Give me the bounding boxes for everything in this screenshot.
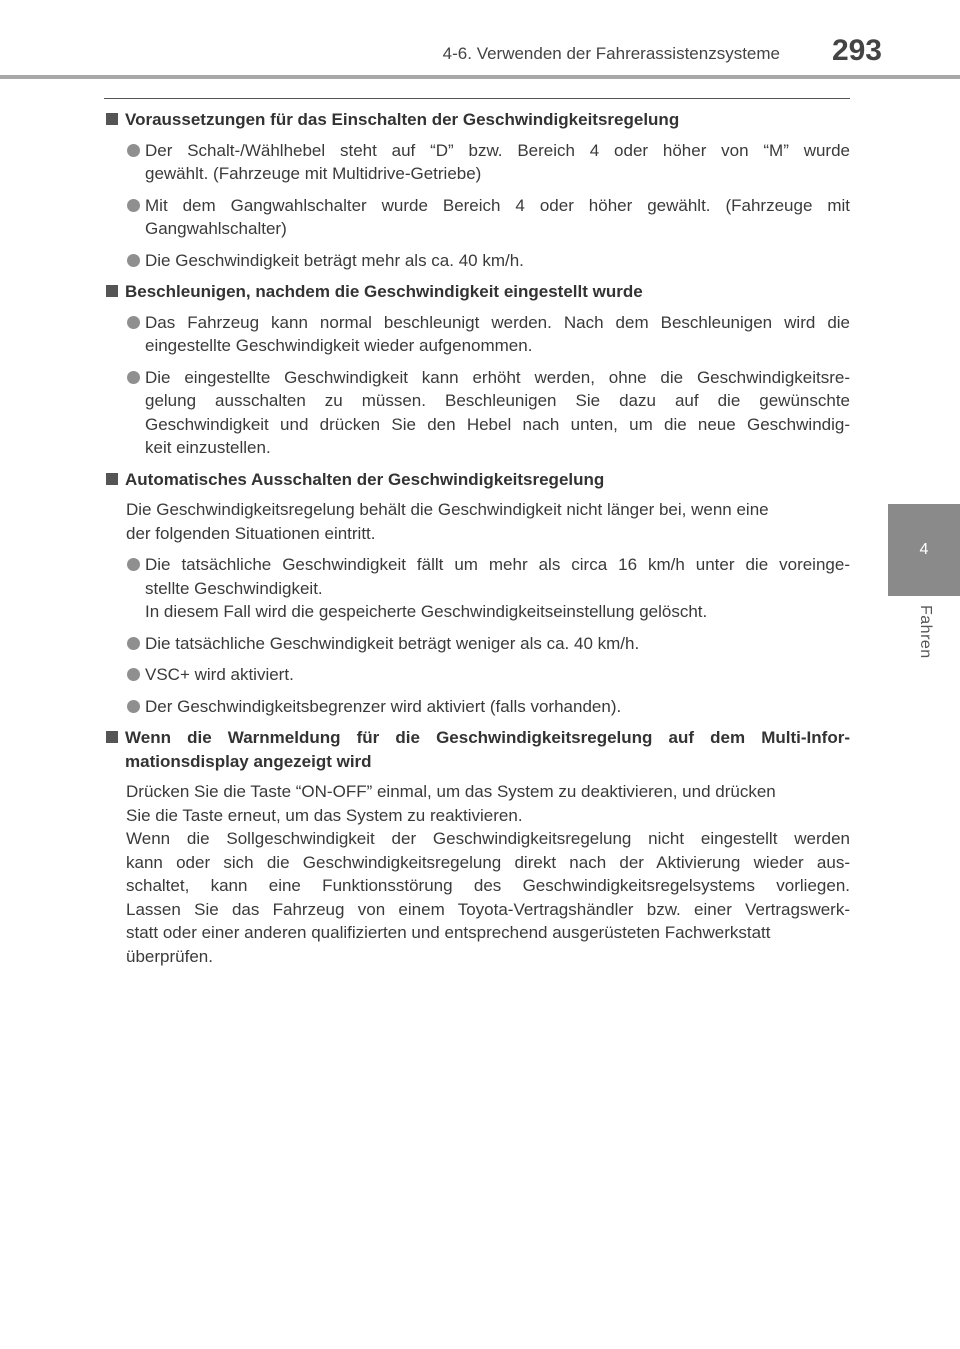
list-item: Das Fahrzeug kann normal beschleunigt werden. Nach dem Beschleunigen wird die eingestellte Geschwindigkeit wieder aufgenommen. [106, 311, 850, 358]
chapter-tab-number: 4 [919, 541, 929, 558]
square-bullet-icon [106, 285, 118, 297]
list-item: Die tatsächliche Geschwindigkeit beträgt weniger als ca. 40 km/h. [106, 632, 850, 656]
section-heading: Voraussetzungen für das Einschalten der Geschwindigkeitsregelung [106, 108, 850, 132]
square-bullet-icon [106, 473, 118, 485]
list-item: Die tatsächliche Geschwindigkeit fällt um mehr als circa 16 km/h unter die voreinge- stellte Geschwindigkeit. In diesem Fall wird die gespeicherte Geschwindigkeitseinstellung gelöscht. [106, 553, 850, 624]
chapter-title: 4-6. Verwenden der Fahrerassistenzsysteme [442, 44, 780, 63]
chapter-tab[interactable] [888, 504, 960, 596]
header-rule [0, 75, 960, 79]
list-item: Mit dem Gangwahlschalter wurde Bereich 4 oder höher gewählt. (Fahrzeuge mit Gangwahlschalter) [106, 194, 850, 241]
circle-bullet-icon [127, 316, 140, 329]
section-heading: Wenn die Warnmeldung für die Geschwindigkeitsregelung auf dem Multi-Infor- mationsdisplay angezeigt wird [106, 726, 850, 773]
chapter-tab-label: Fahren [917, 605, 934, 659]
circle-bullet-icon [127, 371, 140, 384]
circle-bullet-icon [127, 199, 140, 212]
circle-bullet-icon [127, 668, 140, 681]
page-content [106, 108, 850, 976]
circle-bullet-icon [127, 144, 140, 157]
circle-bullet-icon [127, 700, 140, 713]
page-number: 293 [831, 34, 882, 67]
circle-bullet-icon [127, 254, 140, 267]
list-item: Die Geschwindigkeit beträgt mehr als ca. 40 km/h. [106, 249, 850, 273]
square-bullet-icon [106, 113, 118, 125]
list-item: Der Geschwindigkeitsbegrenzer wird aktiviert (falls vorhanden). [106, 695, 850, 719]
section-body: Drücken Sie die Taste “ON-OFF” einmal, um das System zu deaktivieren, und drücken Sie die Taste erneut, um das System zu reaktivieren. Wenn die Sollgeschwindigkeit der Geschwindigkeitsregelung nicht eingestellt werden kann oder sich die Geschwindigkeitsregelung direkt nach der Aktivierung wieder aus- schaltet, kann eine Funktionsstörung des Geschwindigkeitsregelsystems vorliegen. Lassen Sie das Fahrzeug von einem Toyota-Vertragshändler bzw. einer Vertragswerk- statt oder einer anderen qualifizierten und entsprechend ausgerüsteten Fachwerkstatt überprüfen. [126, 782, 850, 966]
list-item: Der Schalt-/Wählhebel steht auf “D” bzw. Bereich 4 oder höher von “M” wurde gewählt. (Fahrzeuge mit Multidrive-Getriebe) [106, 139, 850, 186]
section-intro: Die Geschwindigkeitsregelung behält die Geschwindigkeit nicht länger bei, wenn eine der folgenden Situationen eintritt. [126, 500, 769, 543]
circle-bullet-icon [127, 558, 140, 571]
list-item: VSC+ wird aktiviert. [106, 663, 850, 687]
section-heading: Automatisches Ausschalten der Geschwindigkeitsregelung [106, 468, 850, 492]
circle-bullet-icon [127, 637, 140, 650]
section-heading: Beschleunigen, nachdem die Geschwindigkeit eingestellt wurde [106, 280, 850, 304]
square-bullet-icon [106, 731, 118, 743]
content-rule [104, 98, 850, 99]
list-item: Die eingestellte Geschwindigkeit kann erhöht werden, ohne die Geschwindigkeitsre- gelung ausschalten zu müssen. Beschleunigen Sie dazu auf die gewünschte Geschwindigkeit und drücken Sie den Hebel nach unten, um die neue Geschwindig- keit einzustellen. [106, 366, 850, 460]
